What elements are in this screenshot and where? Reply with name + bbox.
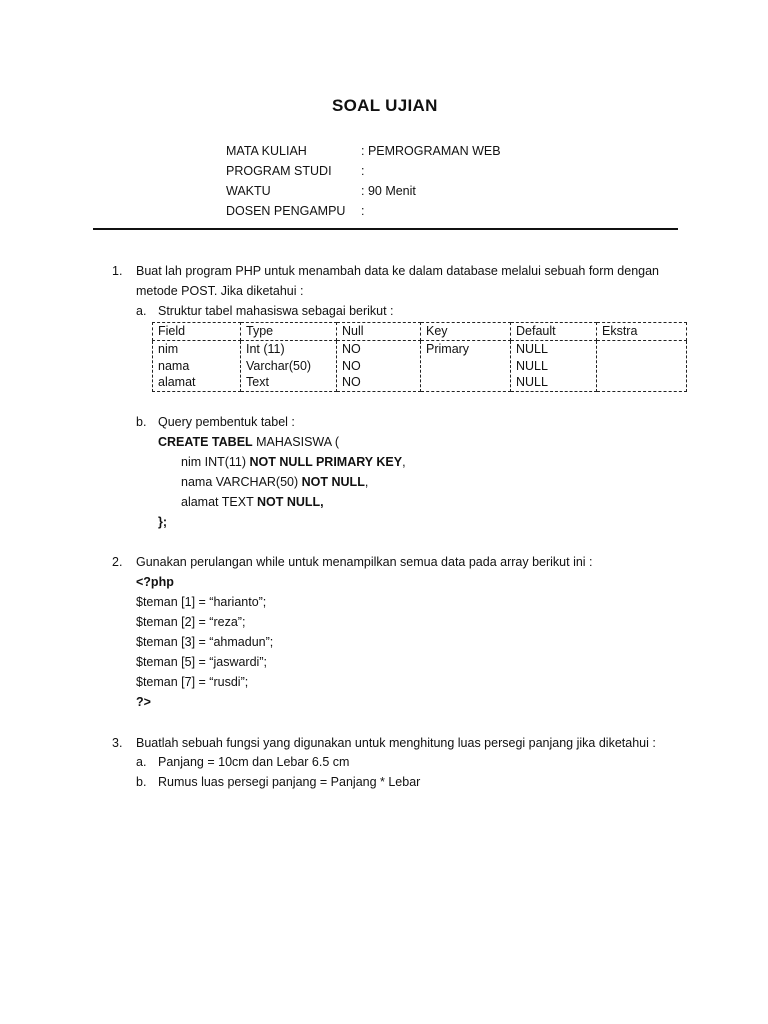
header-value-program-studi: : <box>361 164 365 178</box>
header-label-dosen: DOSEN PENGAMPU <box>226 204 346 218</box>
q3b-text: Rumus luas persegi panjang = Panjang * Lebar <box>158 775 421 789</box>
header-label-program-studi: PROGRAM STUDI <box>226 164 332 178</box>
q3-text: Buatlah sebuah fungsi yang digunakan untuk menghitung luas persegi panjang jika diketahui : <box>136 736 656 750</box>
q2-code-line: $teman [5] = “jaswardi”; <box>136 655 267 669</box>
header-divider <box>93 228 678 230</box>
header-value-waktu: : 90 Menit <box>361 184 416 198</box>
table-header-key: Key <box>421 323 511 341</box>
query-text: nama VARCHAR(50) <box>181 475 302 489</box>
table-cell <box>602 358 681 375</box>
query-keyword: NOT NULL PRIMARY KEY <box>249 455 403 469</box>
query-text: nim INT(11) <box>181 455 250 469</box>
query-text: alamat TEXT <box>181 495 257 509</box>
table-header-field: Field <box>153 323 241 341</box>
query-line-1 <box>158 432 339 452</box>
table-cell-ekstra <box>597 341 687 392</box>
q1-text-line1: Buat lah program PHP untuk menambah data ke dalam database melalui sebuah form dengan <box>136 264 660 278</box>
q1-number: 1. <box>112 264 123 278</box>
table-cell: NO <box>342 375 361 389</box>
query-line-3 <box>181 472 368 492</box>
query-keyword: NOT NULL, <box>256 495 324 509</box>
table-cell: Int (11) <box>246 342 285 356</box>
table-cell: Varchar(50) <box>246 358 312 373</box>
table-cell <box>426 358 505 375</box>
table-cell: Primary <box>426 342 470 356</box>
q3b-marker: b. <box>136 775 147 789</box>
q2-number: 2. <box>112 555 123 569</box>
table-cell <box>602 341 681 358</box>
mahasiswa-table <box>152 322 687 392</box>
table-header-null: Null <box>337 323 421 341</box>
q3a-marker: a. <box>136 755 147 769</box>
table-header-type: Type <box>241 323 337 341</box>
table-cell: NULL <box>516 358 548 373</box>
q1a-marker: a. <box>136 304 147 318</box>
table-cell: nim <box>158 342 179 356</box>
q2-code-line: ?> <box>136 695 151 709</box>
table-cell: NO <box>342 342 361 356</box>
header-label-mata-kuliah: MATA KULIAH <box>226 144 307 158</box>
query-text: , <box>364 475 369 489</box>
q1b-marker: b. <box>136 415 147 429</box>
q3-number: 3. <box>112 736 123 750</box>
query-text: , <box>402 455 406 469</box>
query-text: MAHASISWA ( <box>252 435 340 449</box>
query-line-5: }; <box>158 515 168 529</box>
header-value-dosen: : <box>361 204 365 218</box>
table-cell: nama <box>158 358 190 373</box>
table-cell-type <box>241 341 337 392</box>
q2-code-line: $teman [3] = “ahmadun”; <box>136 635 274 649</box>
query-line-2 <box>181 452 406 472</box>
q1b-text: Query pembentuk tabel : <box>158 415 295 429</box>
q1a-text: Struktur tabel mahasiswa sebagai berikut : <box>158 304 394 318</box>
q3a-text: Panjang = 10cm dan Lebar 6.5 cm <box>158 755 350 769</box>
header-label-waktu: WAKTU <box>226 184 271 198</box>
query-keyword: CREATE TABEL <box>158 435 253 449</box>
table-cell-default <box>511 341 597 392</box>
table-cell <box>426 374 505 391</box>
table-cell: alamat <box>158 375 196 389</box>
table-row <box>153 341 687 392</box>
q2-text: Gunakan perulangan while untuk menampilkan semua data pada array berikut ini : <box>136 555 593 569</box>
header-value-mata-kuliah: : PEMROGRAMAN WEB <box>361 144 501 158</box>
query-line-4 <box>181 492 324 512</box>
table-header-row <box>153 323 687 341</box>
table-cell-key <box>421 341 511 392</box>
table-cell-field <box>153 341 241 392</box>
table-cell: NULL <box>516 375 548 389</box>
table-cell: NO <box>342 358 361 373</box>
table-cell: Text <box>246 375 269 389</box>
table-cell <box>602 374 681 391</box>
table-header-default: Default <box>511 323 597 341</box>
q1-text-line2: metode POST. Jika diketahui : <box>136 284 304 298</box>
table-header-ekstra: Ekstra <box>597 323 687 341</box>
q2-code-line: $teman [2] = “reza”; <box>136 615 246 629</box>
q2-code-line: $teman [1] = “harianto”; <box>136 595 267 609</box>
table-cell-null <box>337 341 421 392</box>
table-cell: NULL <box>516 342 548 356</box>
query-keyword: NOT NULL <box>301 475 365 489</box>
q2-code-line: <?php <box>136 575 174 589</box>
page-title: SOAL UJIAN <box>332 96 438 115</box>
q2-code-line: $teman [7] = “rusdi”; <box>136 675 249 689</box>
